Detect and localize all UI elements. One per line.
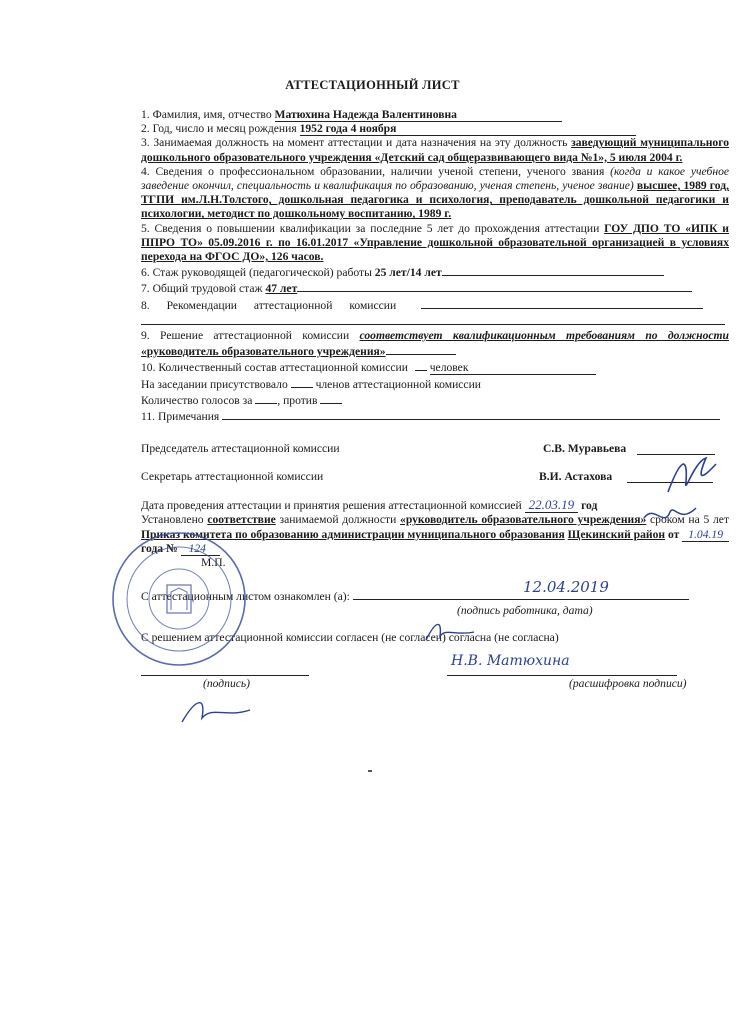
full-name-value: Матюхина Надежда Валентиновна	[275, 108, 562, 122]
birth-date-value: 1952 года 4 ноября	[300, 122, 637, 136]
item-7	[141, 280, 729, 296]
item-2-label: 2. Год, число и месяц рождения	[141, 122, 297, 136]
order-number-label: года №	[141, 541, 178, 555]
item-8	[141, 297, 729, 313]
position-value: заведующий муниципального дошкольного образовательного учреждения «Детский сад общеразвивающего вида №1», 5 июля 2004 г.	[141, 136, 729, 164]
recommendations-line-2	[141, 313, 725, 325]
secretary-signature	[640, 500, 700, 530]
agreement-label: С решением аттестационной комиссии согласен (не согласен) согласна (не согласна)	[141, 630, 559, 644]
votes-against-label: , против	[277, 393, 318, 407]
agreement-handwritten-name: Н.В. Матюхина	[451, 652, 570, 669]
item-10-label: 10. Количественный состав аттестационной комиссии	[141, 361, 408, 375]
education-value: высшее, 1989 год, ТГПИ им.Л.Н.Толстого, дошкольная педагогика и психология, преподаватель дошкольной педагогики и психологии, методист по дошкольному воспитанию, 1989 г.	[141, 179, 729, 221]
decision-date-value: 22.03.19	[525, 497, 579, 513]
official-stamp	[110, 530, 248, 668]
item-7-line	[297, 280, 692, 292]
decision-value: соответствует квалификационным требованиям по должности	[359, 329, 729, 343]
chairman-name: С.В. Муравьева	[543, 442, 627, 456]
stamp-placeholder: М.П.	[201, 556, 226, 570]
item-3-label: 3. Занимаемая должность на момент аттестации и дата назначения на эту должность	[141, 136, 568, 150]
item-2	[141, 122, 729, 136]
item-4	[141, 165, 729, 222]
agreement-hints	[141, 677, 729, 691]
present-suffix: членов аттестационной комиссии	[315, 377, 481, 391]
votes-for-label: Количество голосов за	[141, 393, 253, 407]
order-from: от	[667, 527, 680, 541]
established-prefix: Установлено	[141, 513, 204, 527]
present-line	[141, 376, 729, 392]
item-9-label: 9. Решение аттестационной комиссии	[141, 329, 350, 343]
item-7-label: 7. Общий трудовой стаж	[141, 282, 263, 296]
present-prefix: На заседании присутствовало	[141, 377, 288, 391]
decision-date-label: Дата проведения аттестации и принятия решения аттестационной комиссией	[141, 499, 522, 513]
decision-date-suffix: год	[581, 499, 598, 513]
acquainted-hint: (подпись работника, дата)	[457, 604, 593, 618]
item-1-label: 1. Фамилия, имя, отчество	[141, 108, 272, 121]
chairman-signature	[660, 452, 720, 498]
order-date-value: 1.04.19	[682, 528, 729, 542]
established-term: сроком на 5 лет	[650, 513, 730, 527]
secretary-name: В.И. Астахова	[539, 470, 613, 484]
votes-line	[141, 392, 729, 408]
order-text: Приказ комитета по образованию администрации муниципального образования	[141, 527, 565, 541]
decision-position-value: «руководитель образовательного учреждения»	[141, 345, 386, 359]
item-8-label: 8. Рекомендации аттестационной комиссии	[141, 298, 397, 312]
item-5-label: 5. Сведения о повышении квалификации за последние 5 лет до прохождения аттестации	[141, 221, 600, 235]
management-experience-value: 25 лет/14 лет	[374, 266, 442, 280]
item-6	[141, 264, 729, 280]
item-8-extra-line	[141, 313, 729, 329]
secretary-label: Секретарь аттестационной комиссии	[141, 470, 324, 484]
item-6-label: 6. Стаж руководящей (педагогической) работы	[141, 266, 372, 280]
item-6-line	[442, 264, 664, 276]
chairman-row	[141, 442, 729, 458]
item-3	[141, 136, 729, 164]
document-title: АТТЕСТАЦИОННЫЙ ЛИСТ	[285, 78, 460, 92]
established-word: соответствие	[207, 513, 276, 527]
secretary-row	[141, 470, 729, 486]
item-11	[141, 408, 729, 424]
item-4-label: 4. Сведения о профессиональном образовании, наличии ученой степени, ученого звания	[141, 164, 605, 178]
present-count-blank	[291, 376, 313, 388]
commission-count-blank	[415, 359, 427, 371]
agreement-signature	[176, 692, 256, 732]
votes-for-blank	[255, 392, 277, 404]
recommendations-line	[421, 297, 703, 309]
established-middle: занимаемой должности	[279, 513, 397, 527]
acquainted-signature-line	[353, 588, 689, 600]
item-5	[141, 222, 729, 265]
chairman-label: Председатель аттестационной комиссии	[141, 442, 340, 456]
acquainted-signature	[420, 618, 480, 648]
total-experience-value: 47 лет	[265, 282, 298, 296]
commission-count-unit: человек	[430, 361, 597, 375]
acquainted-label: С аттестационным листом ознакомлен (а):	[141, 590, 350, 604]
item-1	[141, 108, 729, 122]
item-4-hint: (когда и какое учебное заведение окончил, специальность и квалификация по образованию, ученая степень, ученое звание)	[141, 164, 730, 193]
training-value: ГОУ ДПО ТО «ИПК и ППРО ТО» 05.09.2016 г. по 16.01.2017 «Управление дошкольной образовательной организацией в условиях перехода на ФГОС ДО», 126 часов.	[141, 221, 729, 264]
item-9	[141, 329, 729, 359]
established-position: «руководитель образовательного учреждения»	[400, 513, 647, 527]
scan-dot	[368, 770, 372, 772]
acquainted-date-handwritten: 12.04.2019	[523, 578, 609, 597]
item-10	[141, 359, 729, 375]
item-11-label: 11. Примечания	[141, 410, 220, 424]
order-district: Щекинский район	[567, 527, 666, 541]
notes-line	[222, 408, 720, 420]
order-number-value: 124	[181, 542, 220, 556]
agreement-hint-decoding: (расшифровка подписи)	[569, 676, 687, 690]
votes-against-blank	[320, 392, 342, 404]
agreement-hint-signature: (подпись)	[203, 676, 251, 690]
item-9-line	[386, 343, 456, 355]
